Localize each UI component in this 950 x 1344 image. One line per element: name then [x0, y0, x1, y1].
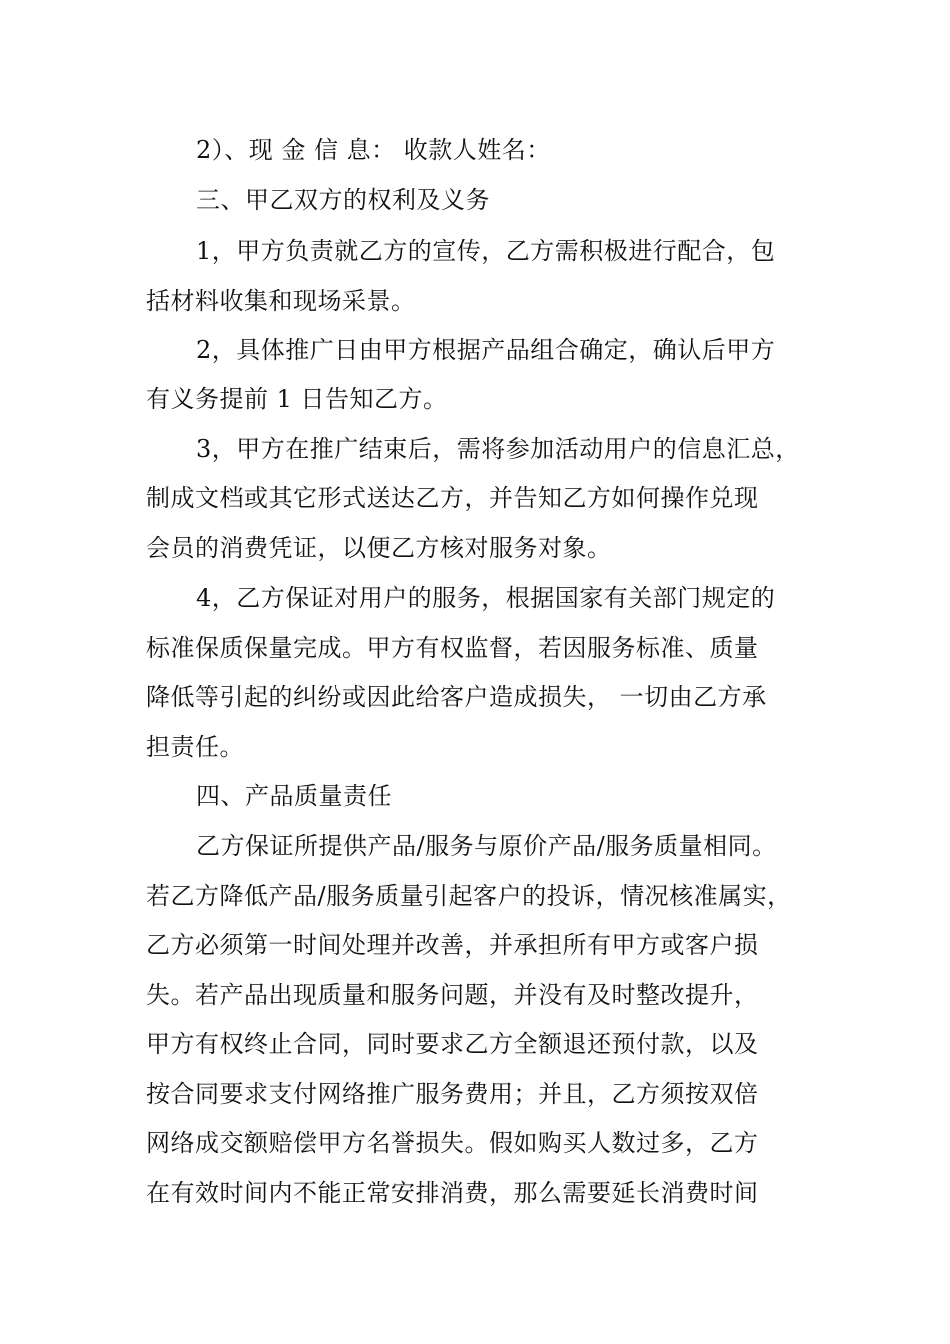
clause-1-line-1: 1，甲方负责就乙方的宣传，乙方需积极进行配合，包 — [196, 237, 776, 265]
line-cash-info: 2）、现 金 信 息： 收款人姓名： — [196, 136, 551, 164]
clause-3-line-1: 3，甲方在推广结束后，需将参加活动用户的信息汇总， — [196, 435, 800, 463]
clause-4-line-3: 降低等引起的纠纷或因此给客户造成损失， 一切由乙方承 — [146, 683, 767, 711]
quality-line-4: 失。若产品出现质量和服务问题，并没有及时整改提升， — [146, 981, 759, 1009]
clause-4-line-4: 担责任。 — [146, 733, 244, 761]
quality-line-7: 网络成交额赔偿甲方名誉损失。假如购买人数过多，乙方 — [146, 1129, 759, 1157]
clause-4-line-1: 4，乙方保证对用户的服务，根据国家有关部门规定的 — [196, 584, 776, 612]
quality-line-2: 若乙方降低产品/服务质量引起客户的投诉，情况核准属实， — [146, 882, 792, 910]
clause-1-line-2: 括材料收集和现场采景。 — [146, 287, 416, 315]
quality-line-8: 在有效时间内不能正常安排消费，那么需要延长消费时间 — [146, 1179, 759, 1207]
clause-3-line-3: 会员的消费凭证，以便乙方核对服务对象。 — [146, 534, 612, 562]
quality-line-6: 按合同要求支付网络推广服务费用；并且，乙方须按双倍 — [146, 1080, 759, 1108]
clause-3-line-2: 制成文档或其它形式送达乙方，并告知乙方如何操作兑现 — [146, 484, 759, 512]
quality-line-1: 乙方保证所提供产品/服务与原价产品/服务质量相同。 — [196, 832, 777, 860]
clause-2-line-2: 有义务提前 1 日告知乙方。 — [146, 385, 448, 413]
heading-product-quality: 四、产品质量责任 — [196, 782, 392, 810]
clause-2-line-1: 2，具体推广日由甲方根据产品组合确定，确认后甲方 — [196, 336, 776, 364]
quality-line-3: 乙方必须第一时间处理并改善，并承担所有甲方或客户损 — [146, 931, 759, 959]
quality-line-5: 甲方有权终止合同，同时要求乙方全额退还预付款，以及 — [146, 1030, 759, 1058]
heading-rights-obligations: 三、甲乙双方的权利及义务 — [196, 186, 490, 214]
clause-4-line-2: 标准保质保量完成。甲方有权监督，若因服务标准、质量 — [146, 634, 759, 662]
